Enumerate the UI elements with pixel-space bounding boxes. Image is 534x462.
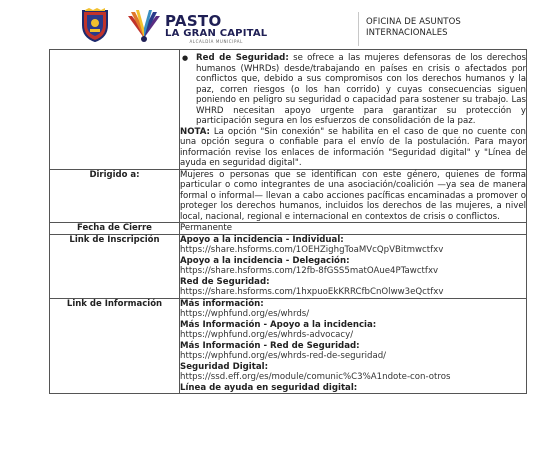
- note-text: La opción "Sin conexión" se habilita en el caso de que no cuente con una opción segura o confiable para el envío de la postulación. Para mayor información revise los enlaces de información "Seguridad digital" y "Línea de ayuda en seguridad digital".: [180, 126, 526, 168]
- link-title: Más Información - Red de Seguridad:: [180, 340, 360, 351]
- header-divider: [358, 12, 359, 46]
- brand-main: PASTO: [165, 12, 222, 30]
- cierre-value: Permanente: [180, 223, 527, 235]
- table-row: [50, 234, 527, 298]
- bullet-text: se ofrece a las mujeres defensoras de los derechos humanos (WHRDs) desde/trabajando en países en crisis o afectados por conflictos que, debido a sus compromisos con los derechos humanos y la paz, corren riesgos (o los han corrido) y cuyas consecuencias siguen poniendo en peligro su seguridad o capacidad para sostener su trabajo. Las WHRD necesitan apoyo urgente para garantizar su protección y participación segura en los esfuerzos de consolidación de la paz.: [196, 53, 527, 126]
- security-network-cell: [180, 50, 527, 170]
- bullet-item: [180, 53, 526, 127]
- link-title: Seguridad Digital:: [180, 361, 269, 372]
- office-line-1: OFICINA DE ASUNTOS: [366, 17, 461, 27]
- office-name: [366, 17, 461, 39]
- link-url[interactable]: https://share.hsforms.com/1hxpuoEkKRRCfbCnOlww3eQctfxv: [180, 287, 444, 297]
- dirigido-label: Dirigido a:: [50, 169, 180, 223]
- note-label: NOTA:: [180, 126, 210, 137]
- link-url[interactable]: https://wphfund.org/es/whrds-advocacy/: [180, 330, 354, 340]
- brand-tagline: ALCALDÍA MUNICIPAL: [189, 39, 243, 44]
- bullet-icon: ●: [182, 54, 189, 62]
- link-url[interactable]: https://wphfund.org/es/whrds-red-de-seguridad/: [180, 351, 387, 361]
- link-title: Más información:: [180, 298, 264, 309]
- cierre-label: Fecha de Cierre: [50, 223, 180, 235]
- link-url[interactable]: https://share.hsforms.com/12fb-8fGSS5matOAue4PTawctfxv: [180, 266, 439, 276]
- link-url[interactable]: https://share.hsforms.com/1OEHZighgToaMVcQpVBitmwctfxv: [180, 245, 444, 255]
- inscripcion-label: Link de Inscripción: [50, 234, 180, 298]
- bullet-title: Red de Seguridad:: [196, 53, 289, 63]
- page-header: [0, 0, 534, 50]
- link-title: Apoyo a la incidencia - Delegación:: [180, 255, 350, 266]
- table-row: [50, 169, 527, 223]
- link-title: Apoyo a la incidencia - Individual:: [180, 234, 344, 245]
- link-title: Más Información - Apoyo a la incidencia:: [180, 319, 377, 330]
- table-row: [50, 223, 527, 235]
- table-row: [50, 298, 527, 394]
- empty-label-cell: [50, 50, 180, 170]
- informacion-label: Link de Información: [50, 298, 180, 394]
- coat-of-arms-logo: [81, 8, 109, 42]
- inscripcion-links: [180, 234, 527, 298]
- note-paragraph: [180, 127, 526, 169]
- brand-wordmark: [165, 14, 267, 44]
- office-line-2: INTERNACIONALES: [366, 28, 448, 38]
- pasto-emblem-logo: [124, 8, 164, 44]
- info-table: [49, 49, 527, 394]
- link-url[interactable]: https://ssd.eff.org/es/module/comunic%C3%A1ndote-con-otros: [180, 372, 451, 382]
- dirigido-text: Mujeres o personas que se identifican con este género, quienes de forma particular o como integrantes de una asociación/coalición —ya sea de manera formal o informal— llevan a cabo acciones pacíficas encaminadas a promover o proteger los derechos humanos, incluidos los derechos de las mujeres, a nivel local, nacional, regional e internacional en contextos de crisis o conflictos.: [180, 169, 526, 222]
- link-url[interactable]: https://wphfund.org/es/whrds/: [180, 309, 310, 319]
- link-title: Red de Seguridad:: [180, 276, 270, 287]
- informacion-links: [180, 298, 527, 394]
- link-title: Línea de ayuda en seguridad digital:: [180, 382, 358, 393]
- brand-sub: LA GRAN CAPITAL: [165, 28, 268, 39]
- table-row: [50, 50, 527, 170]
